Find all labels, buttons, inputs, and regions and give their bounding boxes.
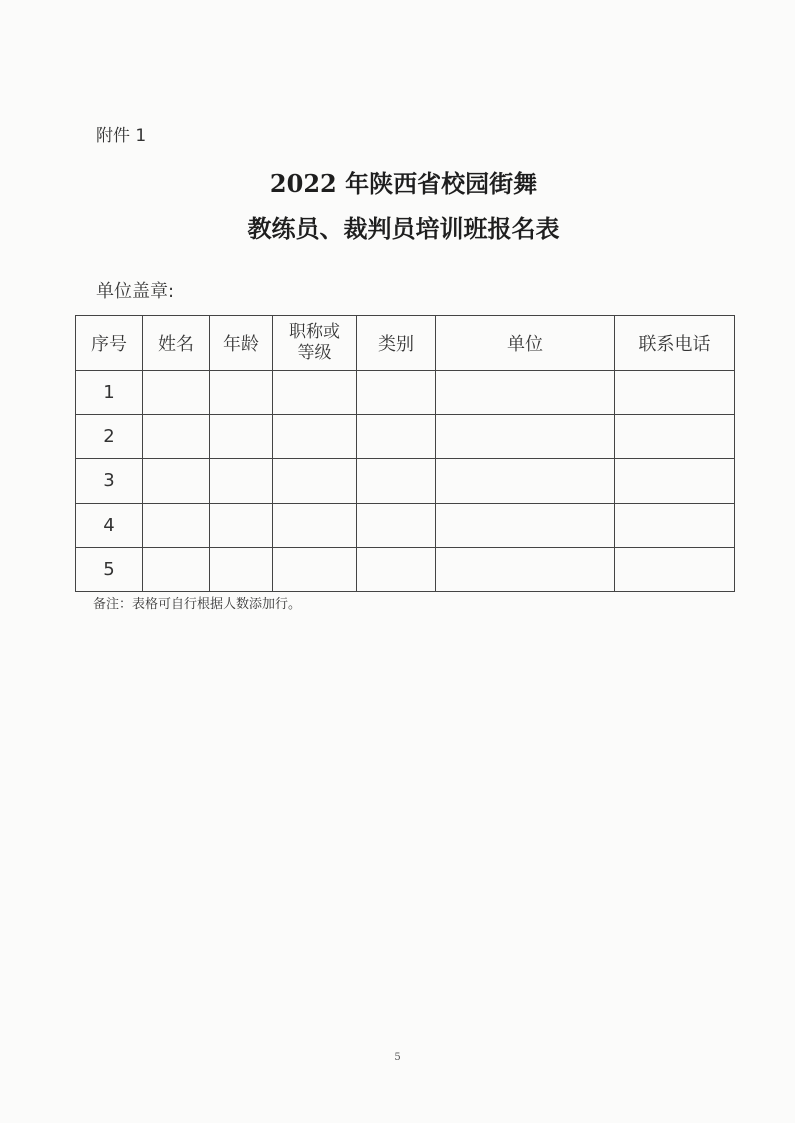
table-header-row <box>76 316 735 371</box>
header-unit: 单位 <box>436 316 615 371</box>
header-title-grade <box>273 316 357 371</box>
cell-age[interactable] <box>210 547 273 591</box>
page-number: 5 <box>394 1052 401 1063</box>
cell-age[interactable] <box>210 459 273 503</box>
header-title-grade-line1: 职称或 <box>289 322 340 342</box>
cell-name[interactable] <box>143 371 210 415</box>
header-index: 序号 <box>76 316 143 371</box>
cell-category[interactable] <box>357 371 436 415</box>
cell-unit[interactable] <box>436 371 615 415</box>
attachment-label: 附件 1 <box>96 126 147 146</box>
cell-unit[interactable] <box>436 547 615 591</box>
table-note: 备注：表格可自行根据人数添加行。 <box>93 597 302 612</box>
document-title-line1: 2022 年陕西省校园街舞 <box>269 169 538 198</box>
cell-category[interactable] <box>357 547 436 591</box>
registration-table <box>75 315 735 592</box>
table-row <box>76 503 735 547</box>
cell-index: 4 <box>76 503 143 547</box>
cell-phone[interactable] <box>615 459 735 503</box>
cell-age[interactable] <box>210 371 273 415</box>
cell-phone[interactable] <box>615 415 735 459</box>
cell-age[interactable] <box>210 503 273 547</box>
cell-phone[interactable] <box>615 371 735 415</box>
cell-phone[interactable] <box>615 503 735 547</box>
cell-title[interactable] <box>273 371 357 415</box>
cell-age[interactable] <box>210 415 273 459</box>
header-phone: 联系电话 <box>615 316 735 371</box>
table-row <box>76 415 735 459</box>
stamp-label: 单位盖章: <box>96 281 175 302</box>
document-title-line2: 教练员、裁判员培训班报名表 <box>247 214 560 243</box>
table-row <box>76 371 735 415</box>
header-age: 年龄 <box>210 316 273 371</box>
cell-title[interactable] <box>273 503 357 547</box>
cell-category[interactable] <box>357 503 436 547</box>
header-title-grade-line2: 等级 <box>297 343 332 363</box>
table-row <box>76 459 735 503</box>
header-name: 姓名 <box>143 316 210 371</box>
cell-index: 2 <box>76 415 143 459</box>
cell-category[interactable] <box>357 459 436 503</box>
cell-title[interactable] <box>273 547 357 591</box>
header-category: 类别 <box>357 316 436 371</box>
table-row <box>76 547 735 591</box>
cell-unit[interactable] <box>436 503 615 547</box>
cell-name[interactable] <box>143 503 210 547</box>
cell-index: 5 <box>76 547 143 591</box>
cell-name[interactable] <box>143 415 210 459</box>
cell-index: 1 <box>76 371 143 415</box>
cell-index: 3 <box>76 459 143 503</box>
cell-title[interactable] <box>273 459 357 503</box>
cell-title[interactable] <box>273 415 357 459</box>
cell-unit[interactable] <box>436 459 615 503</box>
cell-category[interactable] <box>357 415 436 459</box>
cell-unit[interactable] <box>436 415 615 459</box>
cell-phone[interactable] <box>615 547 735 591</box>
cell-name[interactable] <box>143 547 210 591</box>
cell-name[interactable] <box>143 459 210 503</box>
